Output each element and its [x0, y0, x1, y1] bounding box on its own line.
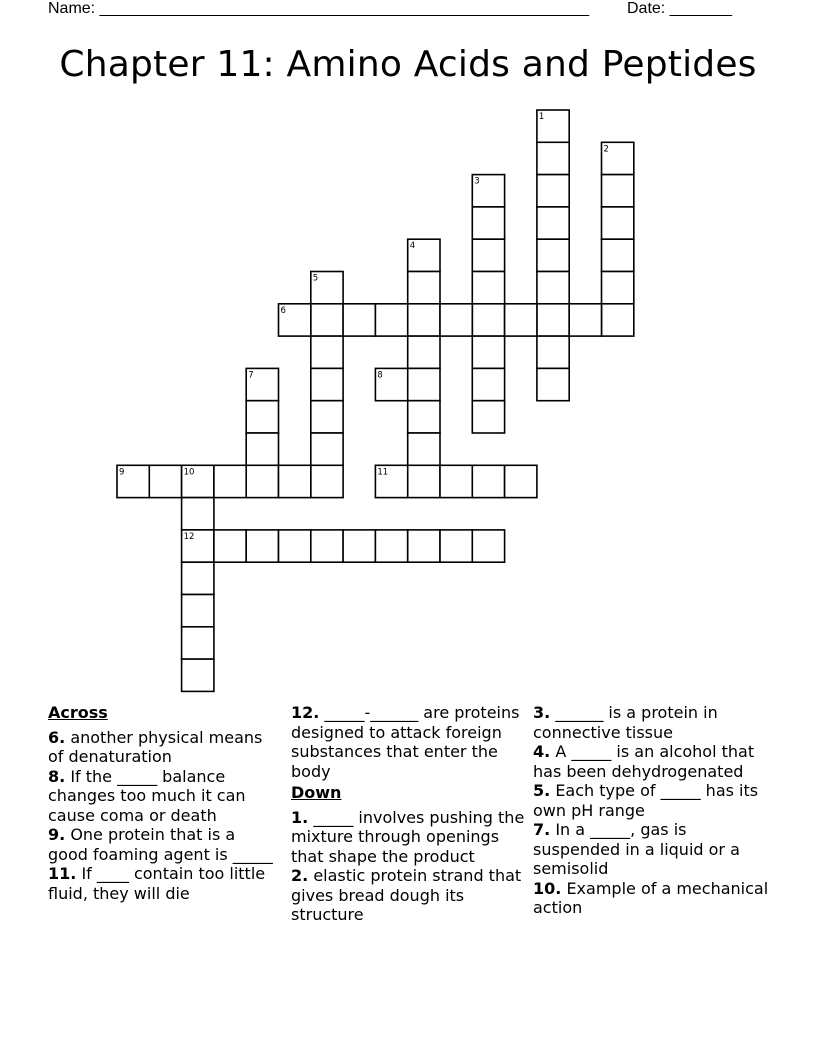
grid-clue-number: 4 — [409, 241, 416, 252]
grid-cell[interactable] — [182, 498, 214, 530]
grid-cell[interactable] — [537, 304, 569, 336]
grid-clue-number: 12 — [183, 531, 195, 542]
clue-down-1: 1. _____ involves pushing the mixture through openings that shape the product — [291, 807, 525, 866]
grid-cell[interactable] — [472, 239, 504, 271]
grid-cell[interactable] — [408, 433, 440, 465]
grid-clue-number: 2 — [603, 144, 609, 155]
grid-cell[interactable] — [408, 336, 440, 368]
grid-cell[interactable] — [375, 530, 407, 562]
grid-cell[interactable] — [472, 207, 504, 239]
grid-cell[interactable] — [279, 465, 311, 497]
grid-cell[interactable] — [182, 595, 214, 627]
grid-cell[interactable] — [343, 530, 375, 562]
grid-cell[interactable] — [182, 562, 214, 594]
grid-cell[interactable] — [440, 304, 472, 336]
grid-cell[interactable] — [311, 401, 343, 433]
grid-clue-number: 6 — [280, 305, 286, 316]
name-label: Name: — [48, 0, 96, 17]
grid-cell[interactable] — [246, 401, 278, 433]
grid-clue-number: 10 — [183, 467, 195, 478]
grid-cell[interactable] — [182, 627, 214, 659]
grid-cell[interactable] — [537, 272, 569, 304]
clue-down-3: 3. ______ is a protein in connective tissue — [533, 703, 718, 742]
grid-cell[interactable] — [375, 304, 407, 336]
across-heading: Across — [48, 703, 108, 722]
grid-clue-number: 5 — [312, 273, 319, 284]
grid-cell[interactable] — [311, 368, 343, 400]
grid-clue-number: 3 — [474, 176, 480, 187]
grid-cell[interactable] — [537, 175, 569, 207]
grid-cell[interactable] — [311, 304, 343, 336]
grid-cell[interactable] — [408, 465, 440, 497]
date-blank: _______ — [669, 0, 732, 17]
grid-cell[interactable] — [472, 530, 504, 562]
grid-cell[interactable] — [472, 336, 504, 368]
grid-cell[interactable] — [602, 207, 634, 239]
grid-cell[interactable] — [440, 530, 472, 562]
grid-cell[interactable] — [246, 465, 278, 497]
grid-cell[interactable] — [602, 239, 634, 271]
grid-cell[interactable] — [311, 336, 343, 368]
grid-cell[interactable] — [343, 304, 375, 336]
clue-across-8: 8. If the _____ balance changes too much it can cause coma or death — [48, 766, 246, 825]
grid-cell[interactable] — [440, 465, 472, 497]
clues-column-3 — [533, 703, 773, 918]
grid-cell[interactable] — [246, 433, 278, 465]
grid-cell[interactable] — [472, 465, 504, 497]
grid-cell[interactable] — [472, 304, 504, 336]
grid-cell[interactable] — [505, 304, 537, 336]
name-blank: _______________________________________________________ — [99, 0, 589, 17]
grid-cell[interactable] — [408, 401, 440, 433]
clue-down-5: 5. Each type of _____ has its own pH range — [533, 781, 759, 820]
grid-cell[interactable] — [537, 207, 569, 239]
page-title: Chapter 11: Amino Acids and Peptides — [59, 44, 757, 85]
grid-cell[interactable] — [505, 465, 537, 497]
grid-cell[interactable] — [311, 433, 343, 465]
grid-cell[interactable] — [537, 368, 569, 400]
grid-cell[interactable] — [537, 142, 569, 174]
grid-cell[interactable] — [246, 530, 278, 562]
clue-across-11: 11. If ____ contain too little fluid, they will die — [48, 864, 266, 903]
clue-across-9: 9. One protein that is a good foaming agent is _____ — [48, 825, 273, 864]
grid-cell[interactable] — [472, 401, 504, 433]
down-heading: Down — [291, 783, 342, 802]
grid-cell[interactable] — [408, 368, 440, 400]
grid-cell[interactable] — [537, 239, 569, 271]
clues-column-1 — [48, 703, 276, 903]
grid-cell[interactable] — [472, 368, 504, 400]
grid-cell[interactable] — [569, 304, 601, 336]
clue-across-6: 6. another physical means of denaturation — [48, 727, 263, 766]
grid-clue-number: 7 — [248, 370, 254, 381]
grid-cell[interactable] — [214, 465, 246, 497]
grid-clue-number: 9 — [119, 467, 125, 478]
grid-cell[interactable] — [602, 304, 634, 336]
clue-down-7: 7. In a _____, gas is suspended in a liquid or a semisolid — [533, 820, 740, 878]
clue-down-10: 10. Example of a mechanical action — [533, 878, 769, 917]
grid-clue-number: 1 — [538, 112, 545, 122]
clue-across-12: 12. _____-______ are proteins designed to attack foreign substances that enter the body — [291, 703, 520, 781]
grid-cell[interactable] — [149, 465, 181, 497]
date-label: Date: — [627, 0, 666, 17]
clues-column-2 — [291, 703, 531, 925]
grid-cell[interactable] — [311, 530, 343, 562]
grid-cell[interactable] — [182, 659, 214, 691]
grid-clue-number: 8 — [377, 370, 383, 381]
grid-cell[interactable] — [408, 272, 440, 304]
grid-cell[interactable] — [408, 530, 440, 562]
grid-clue-number: 11 — [377, 467, 389, 478]
grid-cell[interactable] — [408, 304, 440, 336]
grid-cell[interactable] — [279, 530, 311, 562]
grid-cell[interactable] — [214, 530, 246, 562]
clue-down-2: 2. elastic protein strand that gives bread dough its structure — [291, 866, 522, 924]
grid-cell[interactable] — [602, 272, 634, 304]
grid-cell[interactable] — [537, 336, 569, 368]
grid-cell[interactable] — [602, 175, 634, 207]
grid-cell[interactable] — [311, 465, 343, 497]
grid-cell[interactable] — [472, 272, 504, 304]
clue-down-4: 4. A _____ is an alcohol that has been dehydrogenated — [533, 742, 755, 781]
